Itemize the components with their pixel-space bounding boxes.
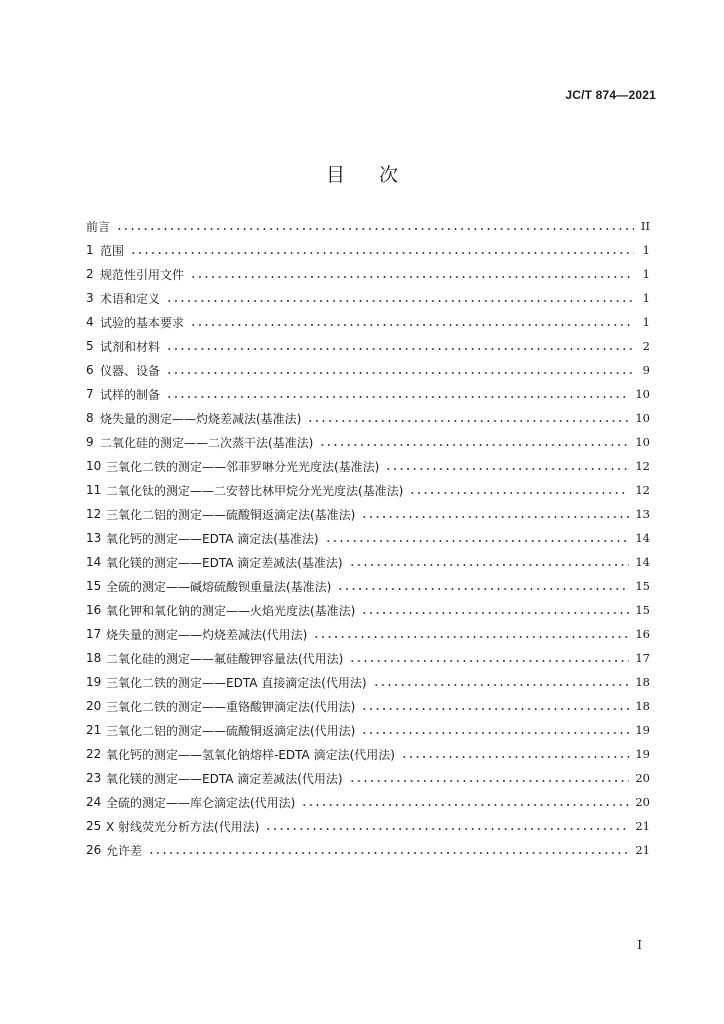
- toc-entry-title: 二氧化钛的测定——二安替比林甲烷分光光度法(基准法): [106, 483, 404, 498]
- dot-leader: [337, 588, 629, 590]
- dot-leader: [148, 852, 629, 854]
- toc-entry-page: 12: [635, 483, 650, 497]
- toc-entry-number: 23: [86, 771, 102, 785]
- toc-entry-page: 20: [635, 771, 650, 785]
- dot-leader: [349, 660, 629, 662]
- toc-entry-number: 7: [86, 387, 94, 401]
- toc-entry-number: 11: [86, 483, 102, 497]
- toc-entry-title: 氧化钙的测定——EDTA 滴定法(基准法): [106, 531, 319, 546]
- toc-entry[interactable]: [86, 838, 650, 862]
- toc-entry-title: 氧化钙的测定——氢氧化钠熔样-EDTA 滴定法(代用法): [106, 747, 395, 762]
- table-of-contents: [86, 214, 650, 862]
- toc-entry-number: 3: [86, 291, 94, 305]
- toc-entry-number: 8: [86, 411, 94, 425]
- toc-entry-title: 仪器、设备: [100, 363, 161, 378]
- toc-entry-title: 范围: [100, 243, 125, 258]
- toc-entry-number: 10: [86, 459, 102, 473]
- dot-leader: [265, 828, 629, 830]
- dot-leader: [190, 276, 634, 278]
- toc-title: 目次: [325, 164, 432, 186]
- toc-entry-page: 19: [635, 747, 650, 761]
- toc-entry-number: 17: [86, 627, 102, 641]
- toc-entry[interactable]: [86, 814, 650, 838]
- dot-leader: [319, 444, 629, 446]
- toc-entry[interactable]: [86, 238, 650, 262]
- toc-entry-page: 18: [635, 675, 650, 689]
- toc-entry-page: 13: [635, 507, 650, 521]
- toc-entry-page: 2: [642, 339, 650, 353]
- toc-entry-page: 15: [635, 603, 650, 617]
- dot-leader: [325, 540, 630, 542]
- toc-entry-number: 9: [86, 435, 94, 449]
- toc-entry-number: 5: [86, 339, 94, 353]
- toc-entry[interactable]: [86, 358, 650, 382]
- toc-entry-page: 12: [635, 459, 650, 473]
- page-number: I: [637, 938, 642, 952]
- toc-entry-number: 14: [86, 555, 102, 569]
- toc-entry[interactable]: [86, 334, 650, 358]
- dot-leader: [373, 684, 630, 686]
- toc-entry-title: 规范性引用文件: [100, 267, 185, 282]
- dot-leader: [361, 516, 629, 518]
- toc-entry-title: 氧化镁的测定——EDTA 滴定差减法(基准法): [106, 555, 343, 570]
- toc-entry-title: 全硫的测定——库仑滴定法(代用法): [106, 795, 296, 810]
- toc-entry[interactable]: [86, 622, 650, 646]
- toc-entry[interactable]: [86, 262, 650, 286]
- toc-entry-title: 三氧化二铝的测定——硫酸铜返滴定法(代用法): [106, 723, 356, 738]
- toc-entry-page: 15: [635, 579, 650, 593]
- toc-entry-title: 试样的制备: [100, 387, 161, 402]
- toc-entry-title: 烧失量的测定——灼烧差减法(代用法): [106, 627, 308, 642]
- toc-entry-title: X 射线荧光分析方法(代用法): [106, 819, 260, 834]
- dot-leader: [401, 756, 629, 758]
- toc-entry-title: 氧化钾和氧化钠的测定——火焰光度法(基准法): [106, 603, 356, 618]
- toc-entry[interactable]: [86, 286, 650, 310]
- toc-entry[interactable]: [86, 574, 650, 598]
- dot-leader: [409, 492, 629, 494]
- toc-entry-page: 1: [642, 291, 650, 305]
- toc-entry-number: 12: [86, 507, 102, 521]
- toc-entry-number: 16: [86, 603, 102, 617]
- toc-entry-title: 允许差: [106, 843, 143, 858]
- toc-entry-title: 氧化镁的测定——EDTA 滴定差减法(代用法): [106, 771, 343, 786]
- toc-entry[interactable]: [86, 430, 650, 454]
- toc-entry[interactable]: [86, 502, 650, 526]
- toc-entry-page: 1: [642, 267, 650, 281]
- toc-entry[interactable]: [86, 526, 650, 550]
- toc-entry-number: 21: [86, 723, 102, 737]
- dot-leader: [361, 612, 629, 614]
- toc-entry-title: 术语和定义: [100, 291, 161, 306]
- toc-entry[interactable]: [86, 214, 650, 238]
- toc-entry-page: 20: [635, 795, 650, 809]
- toc-entry-title: 三氧化二铁的测定——重铬酸钾滴定法(代用法): [106, 699, 356, 714]
- toc-entry[interactable]: [86, 670, 650, 694]
- toc-entry-number: 20: [86, 699, 102, 713]
- toc-entry-page: II: [640, 219, 650, 233]
- dot-leader: [301, 804, 629, 806]
- toc-entry[interactable]: [86, 718, 650, 742]
- dot-leader: [361, 732, 629, 734]
- toc-entry-number: 2: [86, 267, 94, 281]
- toc-entry-page: 19: [635, 723, 650, 737]
- toc-entry-page: 16: [635, 627, 650, 641]
- dot-leader: [166, 372, 634, 374]
- toc-entry-title: 全硫的测定——碱熔硫酸钡重量法(基准法): [106, 579, 332, 594]
- toc-entry-number: 6: [86, 363, 94, 377]
- toc-entry-page: 21: [635, 843, 650, 857]
- toc-entry-title: 前言: [86, 219, 111, 234]
- toc-entry-number: 4: [86, 315, 94, 329]
- toc-entry-number: 18: [86, 651, 102, 665]
- dot-leader: [116, 228, 634, 230]
- toc-entry[interactable]: [86, 478, 650, 502]
- toc-entry-title: 烧失量的测定——灼烧差减法(基准法): [100, 411, 302, 426]
- dot-leader: [385, 468, 629, 470]
- toc-entry-page: 1: [642, 243, 650, 257]
- toc-entry[interactable]: [86, 382, 650, 406]
- dot-leader: [361, 708, 629, 710]
- toc-entry[interactable]: [86, 310, 650, 334]
- toc-entry-title: 二氧化硅的测定——氟硅酸钾容量法(代用法): [106, 651, 344, 666]
- toc-entry-number: 13: [86, 531, 102, 545]
- dot-leader: [190, 324, 634, 326]
- toc-entry-number: 19: [86, 675, 102, 689]
- toc-entry[interactable]: [86, 694, 650, 718]
- toc-entry-number: 22: [86, 747, 102, 761]
- dot-leader: [166, 348, 634, 350]
- toc-entry-page: 10: [635, 435, 650, 449]
- toc-entry-title: 试验的基本要求: [100, 315, 185, 330]
- toc-entry[interactable]: [86, 454, 650, 478]
- dot-leader: [349, 564, 630, 566]
- toc-entry[interactable]: [86, 550, 650, 574]
- toc-entry-title: 二氧化硅的测定——二次蒸干法(基准法): [100, 435, 314, 450]
- toc-entry-page: 21: [635, 819, 650, 833]
- toc-entry-page: 1: [642, 315, 650, 329]
- toc-entry[interactable]: [86, 742, 650, 766]
- toc-entry[interactable]: [86, 766, 650, 790]
- toc-entry-number: 26: [86, 843, 102, 857]
- toc-entry-page: 9: [642, 363, 650, 377]
- dot-leader: [313, 636, 629, 638]
- dot-leader: [166, 300, 634, 302]
- toc-entry-number: 25: [86, 819, 102, 833]
- toc-entry[interactable]: [86, 790, 650, 814]
- standard-code: JC/T 874—2021: [565, 88, 656, 102]
- toc-entry-number: 24: [86, 795, 102, 809]
- dot-leader: [130, 252, 634, 254]
- toc-entry-page: 17: [635, 651, 650, 665]
- toc-entry-page: 14: [635, 531, 650, 545]
- toc-entry[interactable]: [86, 646, 650, 670]
- dot-leader: [166, 396, 629, 398]
- toc-entry-title: 三氧化二铝的测定——硫酸铜返滴定法(基准法): [106, 507, 356, 522]
- toc-entry-page: 14: [635, 555, 650, 569]
- toc-entry-page: 18: [635, 699, 650, 713]
- toc-entry[interactable]: [86, 406, 650, 430]
- toc-entry-title: 三氧化二铁的测定——邻菲罗啉分光光度法(基准法): [106, 459, 380, 474]
- toc-entry-page: 10: [635, 387, 650, 401]
- dot-leader: [307, 420, 629, 422]
- dot-leader: [349, 780, 630, 782]
- toc-entry-number: 15: [86, 579, 102, 593]
- toc-entry[interactable]: [86, 598, 650, 622]
- toc-entry-page: 10: [635, 411, 650, 425]
- toc-entry-title: 试剂和材料: [100, 339, 161, 354]
- toc-entry-title: 三氧化二铁的测定——EDTA 直接滴定法(代用法): [106, 675, 367, 690]
- toc-entry-number: 1: [86, 243, 94, 257]
